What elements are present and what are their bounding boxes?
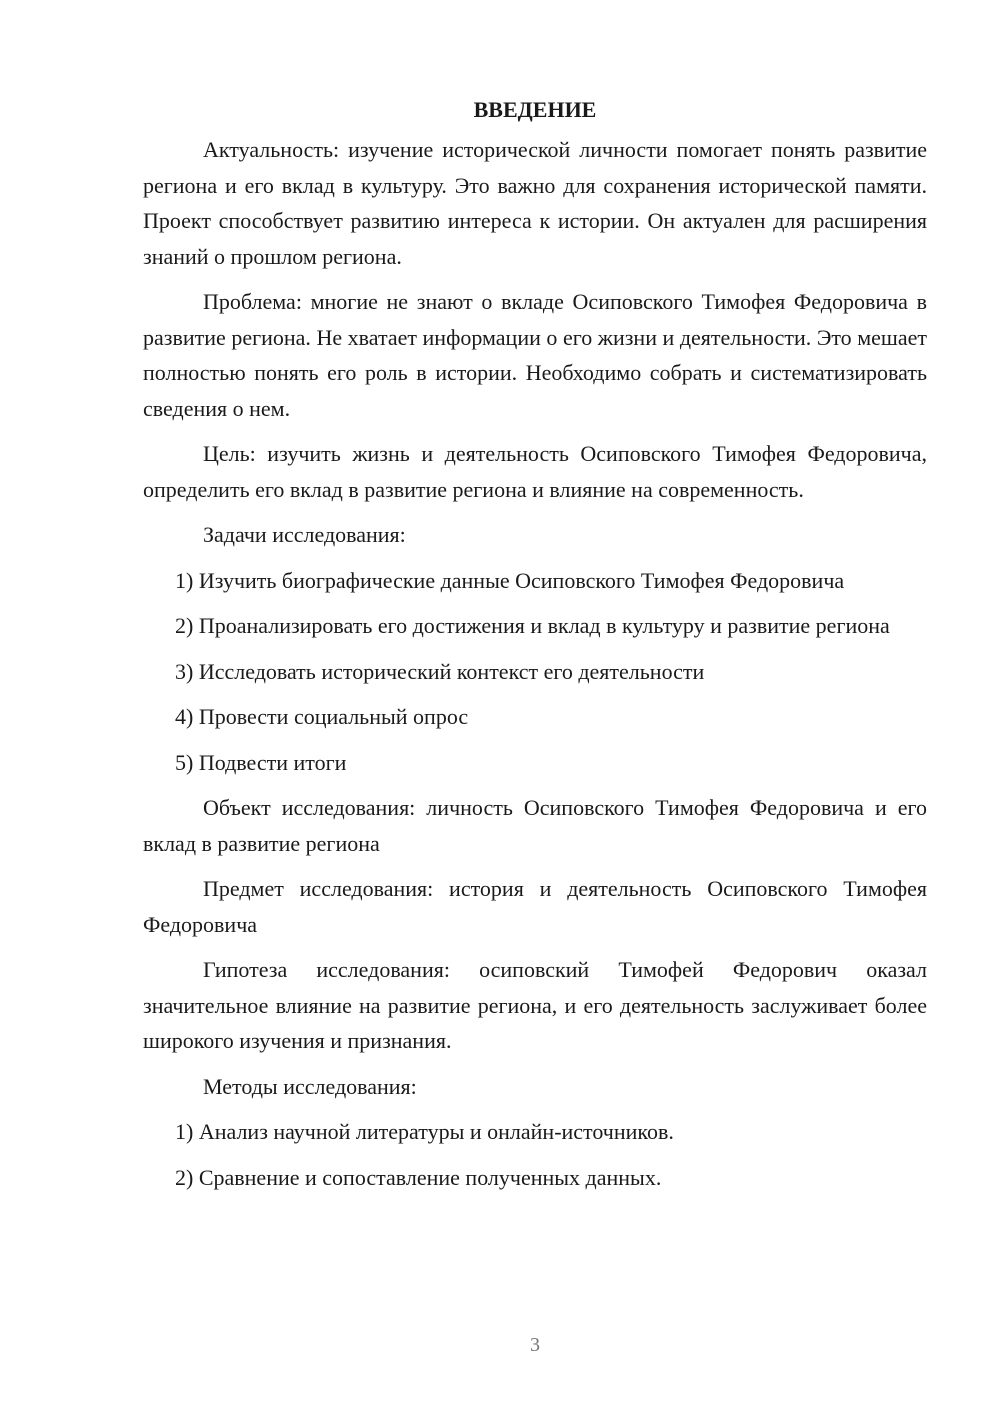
relevance-paragraph: Актуальность: изучение исторической личности помогает понять развитие региона и его вклад в культуру. Это важно для сохранения исторической памяти. Проект способствует развитию интереса к истории. Он актуален для расширения знаний о прошлом региона. [143,137,927,269]
task-item: 2) Проанализировать его достижения и вклад в культуру и развитие региона [175,613,890,638]
object-paragraph: Объект исследования: личность Осиповского Тимофея Федоровича и его вклад в развитие региона [143,795,927,856]
methods-heading: Методы исследования: [203,1073,417,1099]
method-item: 2) Сравнение и сопоставление полученных данных. [175,1164,662,1190]
task-item: 3) Исследовать исторический контекст его деятельности [175,658,705,684]
goal-paragraph: Цель: изучить жизнь и деятельность Осиповского Тимофея Федоровича, определить его вклад в развитие региона и влияние на современность. [143,441,927,502]
problem-paragraph: Проблема: многие не знают о вкладе Осиповского Тимофея Федоровича в развитие региона. Не хватает информации о его жизни и деятельности. Это мешает полностью понять его роль в истории. Необходимо собрать и систематизировать сведения о нем. [143,289,927,421]
hypothesis-paragraph: Гипотеза исследования: осиповский Тимофей Федорович оказал значительное влияние на развитие региона, и его деятельность заслуживает более широкого изучения и признания. [143,957,927,1053]
method-item: 1) Анализ научной литературы и онлайн-источников. [175,1119,674,1144]
page-number: 3 [530,1334,540,1356]
document-page [143,92,927,1205]
task-item: 4) Провести социальный опрос [175,704,469,729]
tasks-heading: Задачи исследования: [203,522,406,547]
task-item: 1) Изучить биографические данные Осиповского Тимофея Федоровича [175,567,845,593]
subject-paragraph: Предмет исследования: история и деятельность Осиповского Тимофея Федоровича [143,876,927,937]
section-title: ВВЕДЕНИЕ [473,97,597,122]
task-item: 5) Подвести итоги [175,749,347,775]
